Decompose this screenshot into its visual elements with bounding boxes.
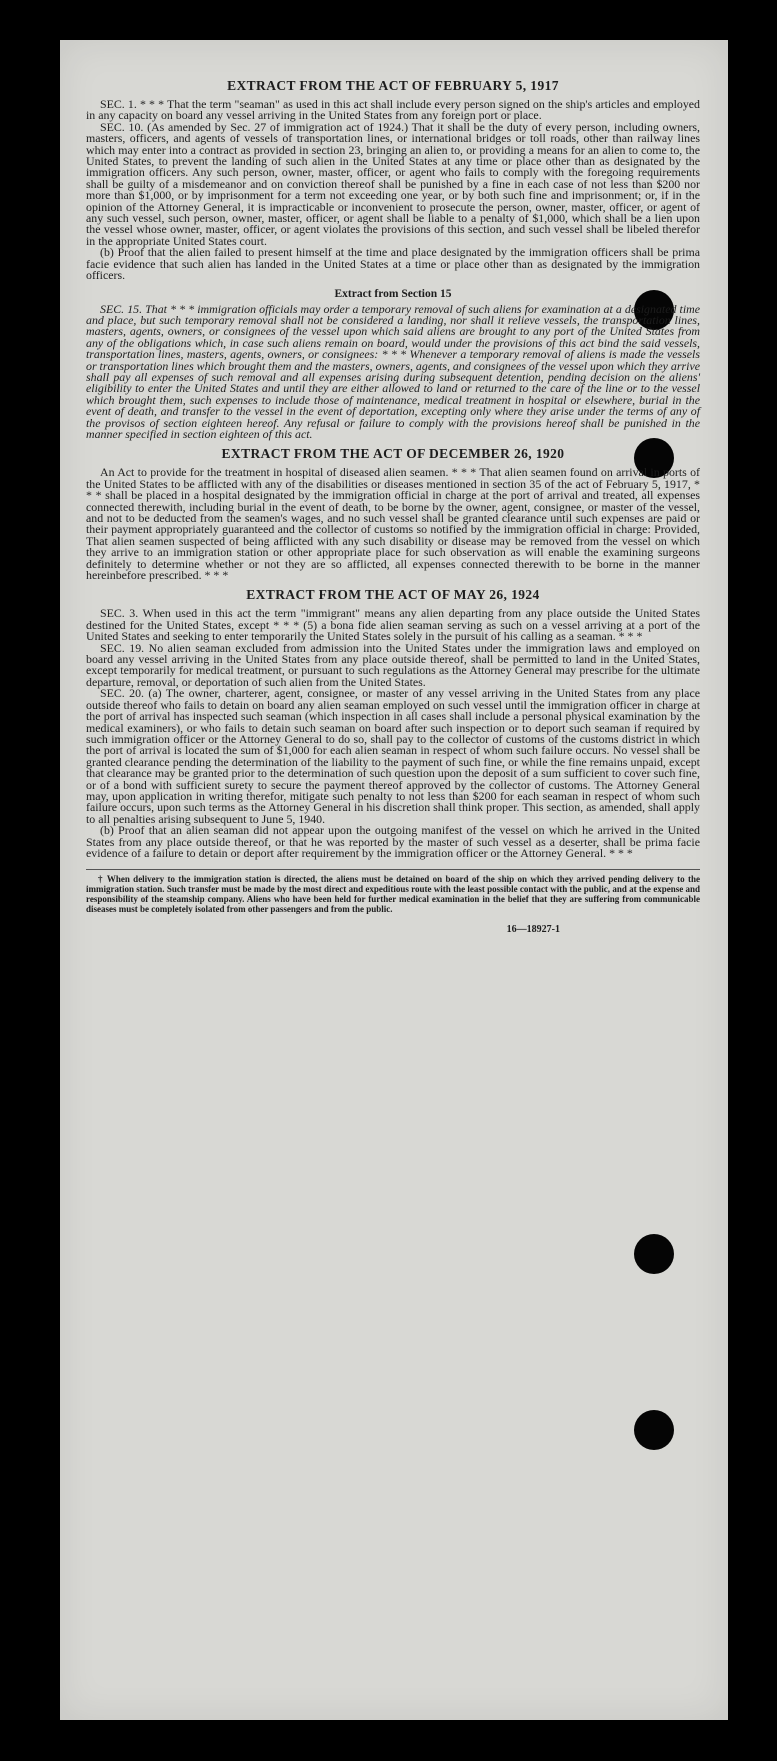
paragraph: SEC. 1. * * * That the term "seaman" as used in this act shall include every person signed on the ship's articles and employed in any capacity on board any vessel arriving in the United States from any foreign port or place. xyxy=(86,97,700,123)
document-text xyxy=(86,72,700,935)
paragraph: SEC. 19. No alien seaman excluded from admission into the United States under the immigration laws and employed on board any vessel arriving in the United States from any place outside thereof, shall be permitted to land in the United States, except temporarily for medical treatment, or pursuant to such regulations as the Attorney General may prescribe for the ultimate departure, removal, or deportation of such alien from the United States. xyxy=(86,640,700,689)
paragraph: SEC. 3. When used in this act the term "immigrant" means any alien departing from any place outside the United States destined for the United States, except * * * (5) a bona fide alien seaman serving as such on a vessel arriving at a port of the United States and seeking to enter temporarily the United States solely in the pursuit of his calling as a seaman. * * * xyxy=(86,606,700,644)
punch-hole xyxy=(634,1234,674,1274)
paragraph: (b) Proof that the alien failed to present himself at the time and place designated by the immigration officers shall be prima facie evidence that such alien has landed in the United States at a time or place other than as designated by the immigration officers. xyxy=(86,245,700,283)
footnote-text: † When delivery to the immigration station is directed, the aliens must be detained on board of the ship on which they arrived pending delivery to the immigration station. Such transfer must be made by the most direct and expeditious route with the least possible contact with the public, and at the expense and responsibility of the steamship company. Aliens who have been held for further medical examination in the belief that they are suffering from communicable diseases must be completely isolated from other passengers and from the public. xyxy=(86,874,700,915)
heading-act-1924: EXTRACT FROM THE ACT OF MAY 26, 1924 xyxy=(246,587,540,603)
heading-act-1917: EXTRACT FROM THE ACT OF FEBRUARY 5, 1917 xyxy=(227,78,559,93)
form-code: 16—18927-1 xyxy=(506,924,560,936)
paragraph: SEC. 20. (a) The owner, charterer, agent, consignee, or master of any vessel arriving in the United States from any place outside thereof who fails to detain on board any alien seaman employed on such vessel until the immigration officer in charge at the port of arrival has inspected such seaman (which inspection in all cases shall include a personal physical examination by the medical examiners), or who fails to detain such seaman on board after such inspection or to deport such seaman if required by such immigration officer or the Attorney General to do so, shall pay to the collector of customs of the customs district in which the port of arrival is located the sum of $1,000 for each alien seaman in respect of whom such failure occurs. No vessel shall be granted clearance pending the determination of the liability to the payment of such fine, or while the fine remains unpaid, except that clearance may be granted prior to the determination of such question upon the deposit of a sum sufficient to cover such fine, or of a bond with sufficient surety to secure the payment thereof approved by the collector of customs. The Attorney General may, upon application in writing therefor, mitigate such penalty to not less than $200 for each seaman in respect of whom such failure occurs, upon such terms as the Attorney General in his discretion shall think proper. This section, as amended, shall apply to all penalties arising subsequent to June 5, 1940. xyxy=(86,686,700,826)
paragraph: (b) Proof that an alien seaman did not appear upon the outgoing manifest of the vessel on which he arrived in the United States from any place outside thereof, or that he was reported by the master of such vessel as a deserter, shall be prima facie evidence of a failure to detain or deport after requirement by the immigration officer or the Attorney General. * * * xyxy=(86,823,700,860)
punch-hole xyxy=(634,1410,674,1450)
paragraph: SEC. 10. (As amended by Sec. 27 of immigration act of 1924.) That it shall be the duty of every person, including owners, masters, officers, and agents of vessels of transportation lines, or international bridges or toll roads, other than railway lines which may enter into a contract as provided in section 23, bringing an alien to, or providing a means for an alien to come to, the United States, to prevent the landing of such alien in the United States at any time or place other than as designated by the immigration officers. Any such person, owner, master, officer, or agent who fails to comply with the foregoing requirements shall be guilty of a misdemeanor and on conviction thereof shall be punished by a fine in each case of not less than $200 nor more than $1,000, or by imprisonment for a term not exceeding one year, or by both such fine and imprisonment; or, if in the opinion of the Attorney General, it is impracticable or inconvenient to prosecute the person, owner, master, officer, or agent of any such vessel, such person, owner, master, officer, or agent shall be liable to a penalty of $1,000, which shall be a lien upon the vessel whose owner, master, officer, or agent violates the provisions of this section, and such vessel shall be libeled therefor in the appropriate United States court. xyxy=(86,119,700,248)
paragraph: SEC. 15. That * * * immigration officials may order a temporary removal of such aliens for examination at a designated time and place, but such temporary removal shall not be considered a landing, nor shall it relieve vessels, the transportation lines, masters, agents, owners, or consignees of the vessel upon which said aliens are brought to any port of the United States from any of the obligations which, in case such aliens remain on board, would under the provisions of this act bind the said vessels, transportation lines, masters, agents, owners, or consignees: * * * Whenever a temporary removal of aliens is made the vessels or transportation lines which brought them and the masters, owners, agents, and consignees of the vessel upon which they arrive shall pay all expenses of such removal and all expenses arising during subsequent detention, pending decision on the aliens' eligibility to enter the United States and until they are either allowed to land or returned to the care of the line or to the vessel which brought them, such expenses to include those of maintenance, medical treatment in hospital or elsewhere, burial in the event of death, and transfer to the vessel in the event of deportation, excepting only where they arise under the terms of any of the provisos of section eighteen hereof. Any refusal or failure to comply with the provisions hereof shall be punished in the manner specified in section eighteen of this act. xyxy=(86,301,700,441)
heading-act-1920: EXTRACT FROM THE ACT OF DECEMBER 26, 1920 xyxy=(221,446,565,462)
footnote xyxy=(86,869,700,914)
subheading-section-15: Extract from Section 15 xyxy=(334,287,452,300)
paragraph: An Act to provide for the treatment in hospital of diseased alien seamen. * * * That alien seamen found on arrival in ports of the United States to be afflicted with any of the disabilities or diseases mentioned in section 35 of the act of February 5, 1917, * * * shall be placed in a hospital designated by the immigration official in charge at the port of arrival and treated, all expenses connected therewith, including burial in the event of death, to be borne by the owner, agent, consignee, or master of the vessel, and not to be deducted from the seamen's wages, and no such vessel shall be granted clearance until such expenses are paid or their payment appropriately guaranteed and the collector of customs so notified by the immigration official in charge: Provided, That alien seamen suspected of being afflicted with any such disability or disease may be removed from the vessel on which they arrive to an immigration station or other appropriate place for such observation as will enable the examining surgeons definitely to determine whether or not they are so afflicted, all expenses connected therewith to be borne in the manner hereinbefore prescribed. * * * xyxy=(86,465,700,583)
